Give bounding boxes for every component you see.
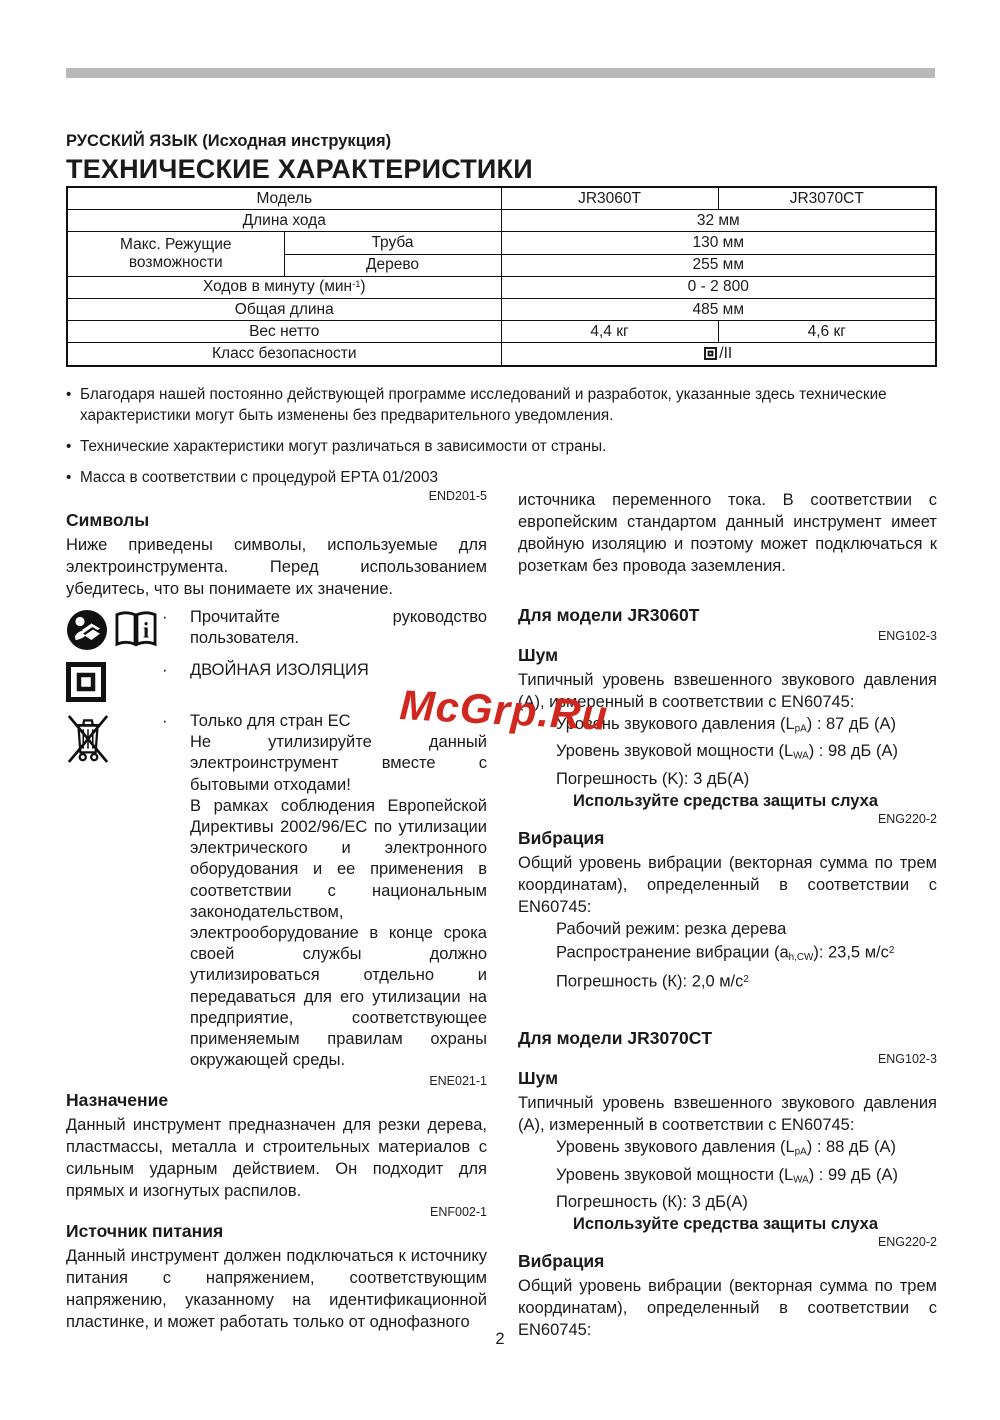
weee-line-3: В рамках соблюдения Европейской Директивы 2002/96/EC по утилизации электрического и электронного оборудования и ее применения в соответствии с национальным законодательством, <box>190 796 487 921</box>
svg-text:i: i <box>142 617 150 643</box>
purpose-heading: Назначение <box>66 1090 169 1111</box>
continuation-paragraph: источника переменного тока. В соответствии с европейским стандартом данный инструмент имеет двойную изоляцию и поэтому может подключаться к розеткам без провода заземления. <box>518 491 937 575</box>
section-code: END201-5 <box>428 489 487 503</box>
noise-intro: Типичный уровень взвешенного звукового давления (А), измеренный в соответствии с EN60745: <box>518 671 937 711</box>
page-header <box>66 132 533 185</box>
noise-line: Уровень звукового давления $(L_{pA})$ : 88 дБ (А) <box>556 1138 896 1158</box>
symbol-dot: · <box>162 661 168 679</box>
hearing-protection-note: Используйте средства защиты слуха <box>573 791 879 810</box>
language-heading: РУССКИЙ ЯЗЫК (Исходная инструкция) <box>66 132 392 150</box>
noise-line: Уровень звуковой мощности $(L_{WA})$ : 99 дБ (А) <box>556 1165 898 1186</box>
bullet: • <box>66 438 72 455</box>
section-code: ENG102-3 <box>877 629 937 643</box>
symbol-item-read-manual <box>66 607 487 651</box>
left-column <box>66 489 487 1333</box>
page-title: ТЕХНИЧЕСКИЕ ХАРАКТЕРИСТИКИ <box>66 154 533 184</box>
table-row <box>67 276 936 298</box>
symbols-heading: Символы <box>66 510 150 530</box>
symbol-icons <box>66 711 162 1071</box>
spec-table <box>66 186 937 367</box>
symbol-icons <box>66 607 162 651</box>
model-heading: Для модели JR3060T <box>518 605 700 625</box>
cell-capacity-pipe: Труба <box>284 232 501 254</box>
section-code: ENF002-1 <box>430 1205 487 1220</box>
weee-line-4: электрооборудование в конце срока своей службы должно утилизироваться отдельно и передаваться для его утилизации на предприятие, соответствующее применяемым правилам охраны окружающей среды. <box>190 924 487 1070</box>
cell-stroke-value: 32 мм <box>501 210 936 232</box>
noise-heading: Шум <box>518 1068 559 1089</box>
watermark: McGrp.Ru <box>398 681 610 739</box>
bullet: • <box>66 469 72 486</box>
safety-class-text: /II <box>719 344 733 362</box>
cell-weight-1: 4,4 кг <box>501 321 718 343</box>
cell-capacity-pipe-value: 130 мм <box>501 232 936 254</box>
cell-length-label: Общая длина <box>67 298 501 320</box>
page-number: 2 <box>495 1330 505 1348</box>
symbol-text: Прочитайте руководство пользователя. <box>190 608 487 648</box>
top-divider-bar <box>66 68 935 78</box>
crossed-wheelie-bin-icon <box>66 713 110 765</box>
hearing-protection-note: Используйте средства защиты слуха <box>573 1215 879 1234</box>
cell-model-label: Модель <box>67 187 501 210</box>
note-item <box>66 384 940 426</box>
cell-safety-value <box>501 343 936 366</box>
section-code: ENG102-3 <box>877 1052 937 1067</box>
model-jr3070ct-section <box>518 1028 937 1341</box>
table-row <box>67 321 936 343</box>
manual-book-icon <box>113 609 159 649</box>
weee-line-1: Только для стран ЕС <box>190 712 351 730</box>
noise-line: Уровень звукового давления $(L_{pA})$ : 87 дБ (А) <box>556 715 896 735</box>
vibration-heading: Вибрация <box>518 1251 605 1272</box>
power-heading: Источник питания <box>66 1221 224 1242</box>
vibration-line: Погрешность (К): 2,0 $м/с^2$ <box>556 972 749 991</box>
note-item <box>66 467 940 488</box>
symbol-dot: · <box>162 712 168 730</box>
vibration-heading: Вибрация <box>518 827 605 848</box>
cell-capacity-wood: Дерево <box>284 254 501 276</box>
cell-weight-label: Вес нетто <box>67 321 501 343</box>
cell-safety-label: Класс безопасности <box>67 343 501 366</box>
model-heading: Для модели JR3070CT <box>518 1028 713 1049</box>
cell-stroke-label: Длина хода <box>67 210 501 232</box>
table-row <box>67 298 936 320</box>
power-body: Данный инструмент должен подключаться к источнику питания с напряжением, соответствующим напряжению, указанному на идентификационной пластинке, и может работать только от однофазного <box>66 1247 487 1332</box>
vibration-line: Рабочий режим: резка дерева <box>556 919 787 938</box>
section-code: ENE021-1 <box>429 1074 487 1089</box>
note-text: Масса в соответствии с процедурой EPTA 01/2003 <box>80 469 438 486</box>
noise-line: Погрешность (K): 3 дБ(А) <box>556 769 750 788</box>
symbol-text <box>190 711 487 1071</box>
note-text: Благодаря нашей постоянно действующей программе исследований и разработок, указанные здесь технические характеристики могут быть изменены без предварительного уведомления. <box>80 386 887 424</box>
table-row <box>67 210 936 232</box>
purpose-body: Данный инструмент предназначен для резки дерева, пластмассы, металла и строительных материалов с сильным ударным действием. Он подходит для прямых и изогнутых распилов. <box>66 1116 487 1201</box>
note-item <box>66 436 940 457</box>
notes-list <box>66 384 940 498</box>
symbol-text: ДВОЙНАЯ ИЗОЛЯЦИЯ <box>190 661 369 679</box>
double-insulation-icon <box>66 662 106 702</box>
section-code: ENG220-2 <box>877 811 937 826</box>
bullet: • <box>66 386 72 403</box>
table-row <box>67 232 936 254</box>
cell-weight-2: 4,6 кг <box>718 321 936 343</box>
symbol-dot: · <box>162 608 168 626</box>
cell-capacity-label: Макс. Режущие возможности <box>67 232 284 276</box>
right-column <box>518 489 937 1341</box>
cell-model-2: JR3070CT <box>718 187 936 210</box>
table-row <box>67 343 936 366</box>
note-text: Технические характеристики могут различаться в зависимости от страны. <box>80 438 607 455</box>
read-manual-icon <box>66 609 108 651</box>
symbols-intro: Ниже приведены символы, используемые для электроинструмента. Перед использованием убедитесь, что вы понимаете их значение. <box>66 536 487 598</box>
model-jr3060t-section <box>518 605 937 992</box>
table-row <box>67 187 936 210</box>
cell-length-value: 485 мм <box>501 298 936 320</box>
noise-line: Уровень звуковой мощности $(L_{WA})$ : 98 дБ (А) <box>556 742 898 762</box>
noise-intro: Типичный уровень взвешенного звукового давления (А), измеренный в соответствии с EN60745: <box>518 1094 937 1135</box>
double-insulation-mini-icon <box>704 347 717 360</box>
cell-capacity-wood-value: 255 мм <box>501 254 936 276</box>
cell-spm-label: Ходов в минуту (мин$^{-1}$) <box>67 276 501 298</box>
cell-spm-value: 0 - 2 800 <box>501 276 936 298</box>
noise-line: Погрешность (К): 3 дБ(А) <box>556 1193 748 1212</box>
vibration-intro: Общий уровень вибрации (векторная сумма по трем координатам), определенный в соответствии с EN60745: <box>518 1277 937 1340</box>
symbol-item-weee <box>66 711 487 1071</box>
vibration-line: Распространение вибрации $(a_{h,CW})$: 23,5 $м/с^2$ <box>556 943 895 963</box>
symbol-icons <box>66 660 162 702</box>
vibration-intro: Общий уровень вибрации (векторная сумма по трем координатам), определенный в соответствии с EN60745: <box>518 853 937 916</box>
weee-line-2: Не утилизируйте данный электроинструмент вместе с бытовыми отходами! <box>190 733 487 794</box>
section-code: ENG220-2 <box>877 1235 937 1250</box>
noise-heading: Шум <box>518 645 559 665</box>
cell-model-1: JR3060T <box>501 187 718 210</box>
